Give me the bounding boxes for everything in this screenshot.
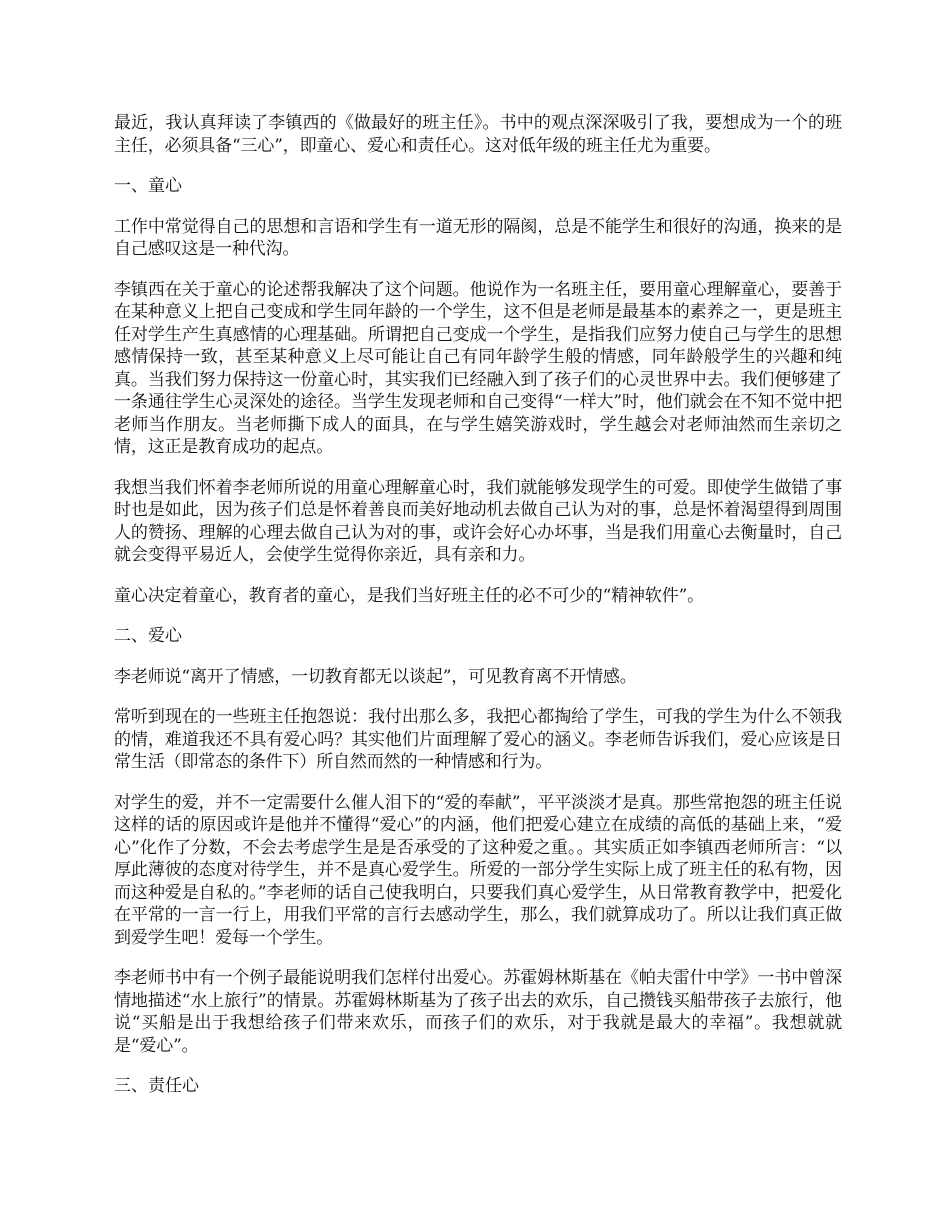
- paragraph: 童心决定着童心，教育者的童心，是我们当好班主任的必不可少的“精神软件”。: [114, 585, 704, 606]
- paragraph: 李老师说“离开了情感，一切教育都无以谈起”，可见教育离不开情感。: [114, 666, 637, 687]
- paragraph: 我想当我们怀着李老师所说的用童心理解童心时，我们就能够发现学生的可爱。即使学生做错了事时也是如此，因为孩子们总是怀着善良而美好地动机去做自己认为对的事，总是怀着渴望得到周围人的赞扬、理解的心理去做自己认为对的事，或许会好心办坏事，当是我们用童心去衡量时，自己就会变得平易近人，会使学生觉得你亲近，具有亲和力。: [114, 477, 842, 565]
- section-heading-aixin: 二、爱心: [114, 626, 182, 646]
- document-page: [114, 112, 842, 1116]
- paragraph: 工作中常觉得自己的思想和言语和学生有一道无形的隔阂，总是不能学生和很好的沟通，换来的是自己感叹这是一种代沟。: [114, 216, 842, 259]
- section-heading-tongxin: 一、童心: [114, 176, 182, 196]
- paragraph: 李镇西在关于童心的论述帮我解决了这个问题。他说作为一名班主任，要用童心理解童心，要善于在某种意义上把自己变成和学生同年龄的一个学生，这不但是老师是最基本的素养之一，更是班主任对学生产生真感情的心理基础。所谓把自己变成一个学生，是指我们应努力使自己与学生的思想感情保持一致，甚至某种意义上尽可能让自己有同年龄学生般的情感，同年龄般学生的兴趣和纯真。当我们努力保持这一份童心时，其实我们已经融入到了孩子们的心灵世界中去。我们便够建了一条通往学生心灵深处的途径。当学生发现老师和自己变得“一样大”时，他们就会在不知不觉中把老师当作朋友。当老师撕下成人的面具，在与学生嬉笑游戏时，学生越会对老师油然而生亲切之情，这正是教育成功的起点。: [114, 279, 842, 457]
- section-heading-zerenxin: 三、责任心: [114, 1076, 199, 1096]
- paragraph: 常听到现在的一些班主任抱怨说：我付出那么多，我把心都掏给了学生，可我的学生为什么不领我的情，难道我还不具有爱心吗？其实他们片面理解了爱心的涵义。李老师告诉我们，爱心应该是日常生活（即常态的条件下）所自然而然的一种情感和行为。: [114, 707, 842, 772]
- intro-paragraph: 最近，我认真拜读了李镇西的《做最好的班主任》。书中的观点深深吸引了我，要想成为一个的班主任，必须具备“三心”，即童心、爱心和责任心。这对低年级的班主任尤为重要。: [114, 113, 842, 156]
- paragraph: 李老师书中有一个例子最能说明我们怎样付出爱心。苏霍姆林斯基在《帕夫雷什中学》一书中曾深情地描述“水上旅行”的情景。苏霍姆林斯基为了孩子出去的欢乐，自己攒钱买船带孩子去旅行，他说“买船是出于我想给孩子们带来欢乐，而孩子们的欢乐，对于我就是最大的幸福”。我想就就是“爱心”。: [114, 968, 842, 1056]
- paragraph: 对学生的爱，并不一定需要什么催人泪下的“爱的奉献”，平平淡淡才是真。那些常抱怨的班主任说这样的话的原因或许是他并不懂得“爱心”的内涵，他们把爱心建立在成绩的高低的基础上来，“爱心”化作了分数，不会去考虑学生是是否承受的了这种爱之重。。其实质正如李镇西老师所言：“以厚此薄彼的态度对待学生，并不是真心爱学生。所爱的一部分学生实际上成了班主任的私有物，因而这种爱是自私的。”李老师的话自己使我明白，只要我们真心爱学生，从日常教育教学中，把爱化在平常的一言一行上，用我们平常的言行去感动学生，那么，我们就算成功了。所以让我们真正做到爱学生吧！爱每一个学生。: [114, 792, 842, 948]
